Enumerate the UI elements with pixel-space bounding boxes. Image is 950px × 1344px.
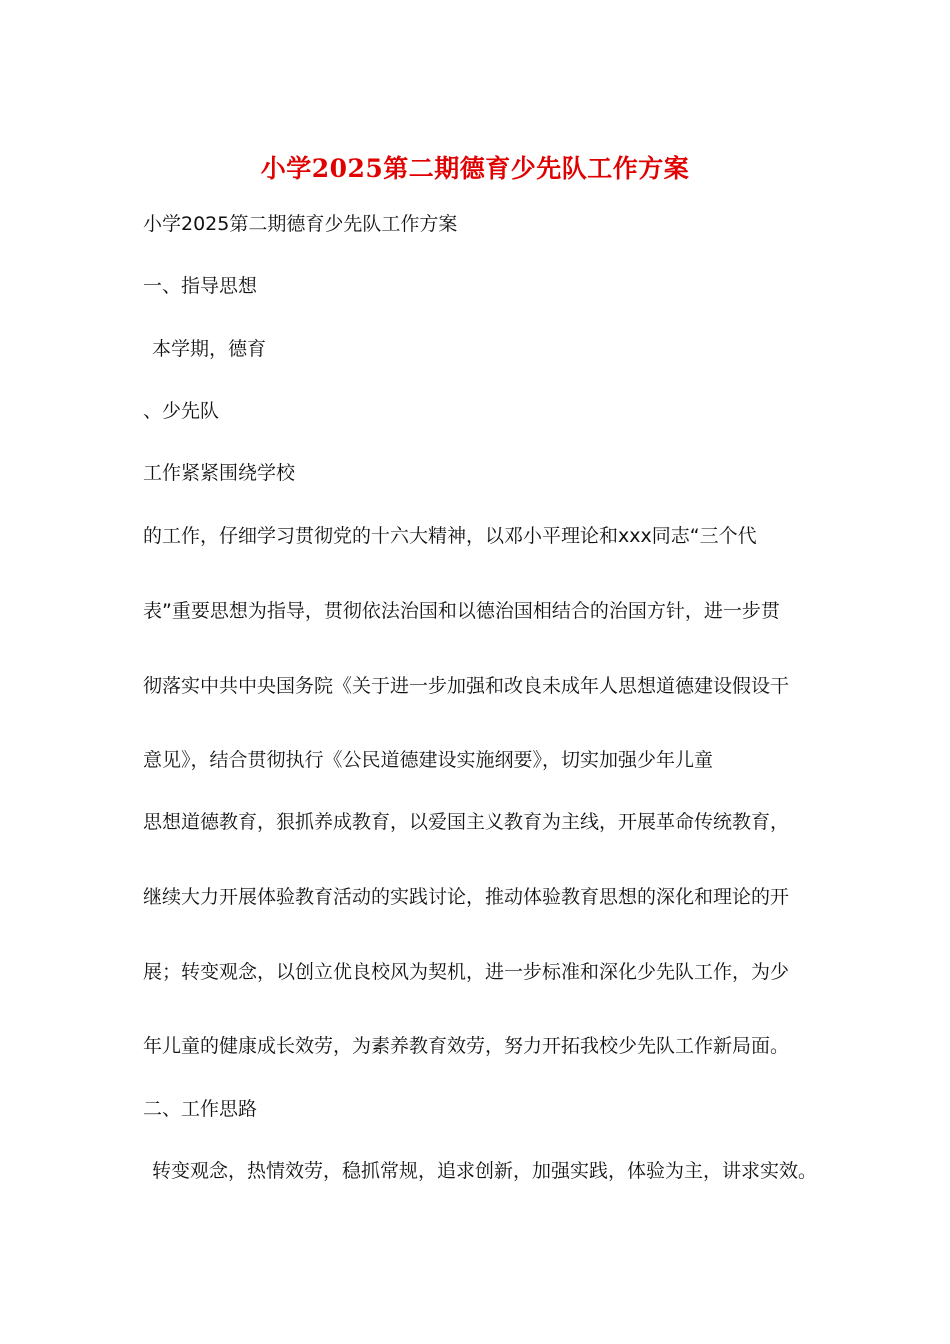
paragraph-line: 、少先队 xyxy=(143,400,220,422)
subtitle-line: 小学2025第二期德育少先队工作方案 xyxy=(143,213,458,235)
paragraph-line: 转变观念，热情效劳，稳抓常规，追求创新，加强实践，体验为主，讲求实效。 xyxy=(152,1160,818,1182)
paragraph-line: 思想道德教育，狠抓养成教育，以爱国主义教育为主线，开展革命传统教育， xyxy=(143,811,790,833)
section-heading-guiding-thought: 一、指导思想 xyxy=(143,275,258,297)
paragraph-line: 的工作，仔细学习贯彻党的十六大精神，以邓小平理论和xxx同志“三个代 xyxy=(143,525,757,547)
paragraph-line: 彻落实中共中央国务院《关于进一步加强和改良未成年人思想道德建设假设干 xyxy=(143,675,790,697)
paragraph-line: 年儿童的健康成长效劳，为素养教育效劳，努力开拓我校少先队工作新局面。 xyxy=(143,1035,790,1057)
section-heading-work-approach: 二、工作思路 xyxy=(143,1098,258,1120)
paragraph-line: 工作紧紧围绕学校 xyxy=(143,462,296,484)
paragraph-line: 继续大力开展体验教育活动的实践讨论，推动体验教育思想的深化和理论的开 xyxy=(143,886,790,908)
paragraph-line: 展；转变观念，以创立优良校风为契机，进一步标准和深化少先队工作，为少 xyxy=(143,961,790,983)
paragraph-line: 表”重要思想为指导，贯彻依法治国和以德治国相结合的治国方针，进一步贯 xyxy=(143,600,780,622)
paragraph-line: 本学期，德育 xyxy=(152,338,267,360)
paragraph-line: 意见》，结合贯彻执行《公民道德建设实施纲要》，切实加强少年儿童 xyxy=(143,749,714,771)
document-title: 小学2025第二期德育少先队工作方案 xyxy=(260,154,690,183)
